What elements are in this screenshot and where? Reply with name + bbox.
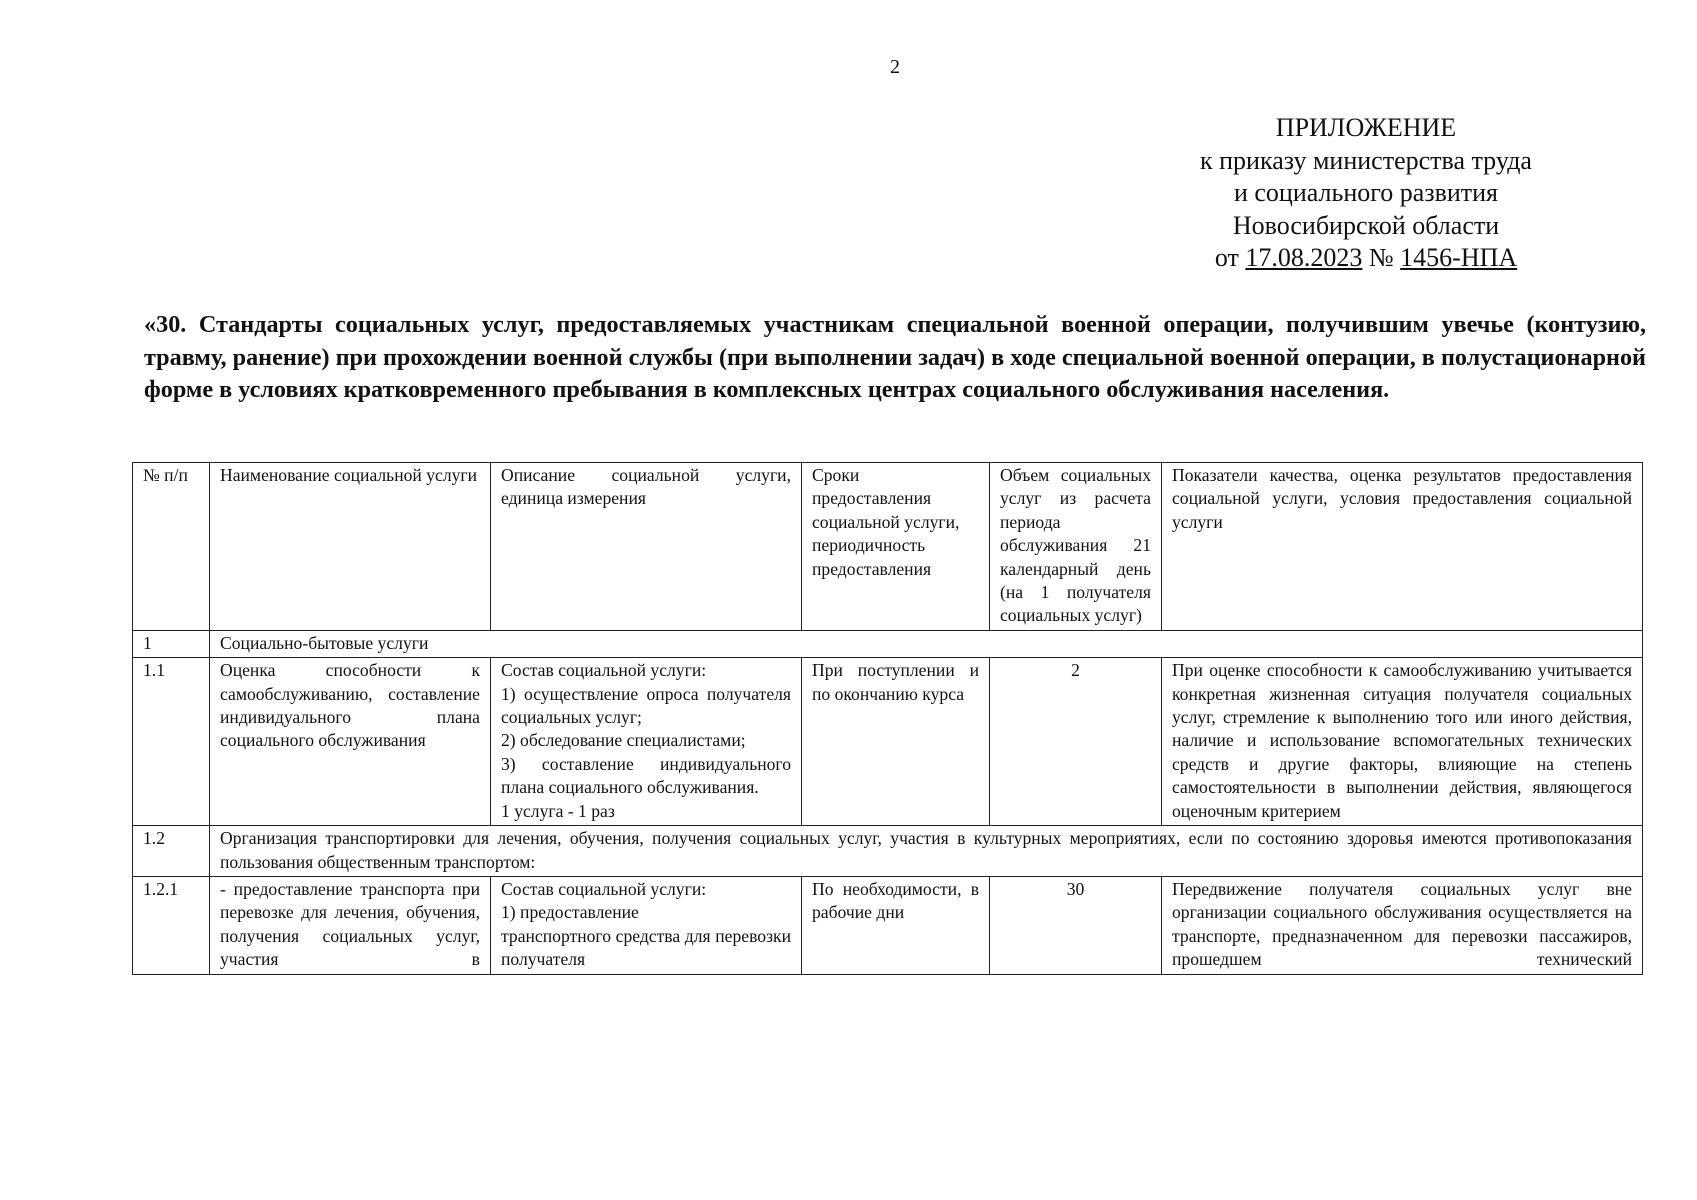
number-sign: № [1368, 243, 1394, 272]
description-line: 2) обследование специалистами; [501, 730, 746, 751]
standards-table [132, 462, 1643, 975]
section-num: 1 [133, 630, 210, 657]
row-num: 1.2 [133, 826, 210, 877]
page-number: 2 [890, 56, 900, 78]
order-date: 17.08.2023 [1245, 243, 1363, 272]
header-name: Наименование социальной услуги [210, 463, 491, 631]
description-line: Состав социальной услуги: [501, 660, 707, 681]
table-row [133, 658, 1643, 826]
service-name: Оценка способности к самообслуживанию, составление индивидуального плана социального обслуживания [210, 658, 491, 826]
service-quality: Передвижение получателя социальных услуг вне организации социального обслуживания осуществляется на транспорте, предназначенном для перевозки пассажиров, прошедшем технический [1162, 876, 1643, 974]
table-header-row [133, 463, 1643, 631]
header-description: Описание социальной услуги, единица измерения [491, 463, 802, 631]
service-terms: По необходимости, в рабочие дни [802, 876, 990, 974]
appendix-line: Новосибирской области [1232, 210, 1500, 240]
service-terms: При поступлении и по окончанию курса [802, 658, 990, 826]
appendix-block [1130, 112, 1602, 275]
description-line: Состав социальной услуги: [501, 878, 707, 899]
description-line: 1) осуществление опроса получателя социальных услуг; [501, 683, 791, 728]
table-row [133, 826, 1643, 877]
subsection-title: Организация транспортировки для лечения, обучения, получения социальных услуг, участия в культурных мероприятиях, если по состоянию здоровья имеются противопоказания пользования общественным транспортом: [210, 826, 1643, 877]
appendix-heading: ПРИЛОЖЕНИЕ [1275, 113, 1457, 142]
header-num: № п/п [133, 463, 210, 631]
table-row [133, 630, 1643, 657]
header-volume: Объем социальных услуг из расчета периода обслуживания 21 календарный день (на 1 получателя социальных услуг) [990, 463, 1162, 631]
date-prefix: от [1214, 243, 1239, 272]
service-description [491, 876, 802, 974]
service-volume: 30 [990, 876, 1162, 974]
description-line: 1) предоставление [501, 902, 639, 923]
service-description [491, 658, 802, 826]
description-line: транспортного средства для перевозки получателя [501, 925, 791, 970]
appendix-line: и социального развития [1233, 178, 1499, 207]
header-quality: Показатели качества, оценка результатов предоставления социальной услуги, условия предоставления социальной услуги [1162, 463, 1643, 631]
service-quality: При оценке способности к самообслуживанию учитывается конкретная жизненная ситуация получателя социальных услуг, стремление к выполнению того или иного действия, наличие и использование вспомогательных технических средств и другие факторы, влияющие на степень самостоятельности в выполнении действия, являющегося оценочным критерием [1162, 658, 1643, 826]
appendix-order-line [1130, 242, 1602, 275]
document-title: «30. Стандарты социальных услуг, предоставляемых участникам специальной военной операции, получившим увечье (контузию, травму, ранение) при прохождении военной службы (при выполнении задач) в ходе специальной военной операции, в полустационарной форме в условиях кратковременного пребывания в комплексных центрах социального обслуживания населения. [144, 311, 1646, 403]
header-terms: Сроки предоставления социальной услуги, периодичность предоставления [802, 463, 990, 631]
row-num: 1.2.1 [133, 876, 210, 974]
service-volume: 2 [990, 658, 1162, 826]
order-number: 1456-НПА [1400, 243, 1518, 272]
row-num: 1.1 [133, 658, 210, 826]
table-row [133, 876, 1643, 974]
service-name: - предоставление транспорта при перевозке для лечения, обучения, получения социальных услуг, участия в [210, 876, 491, 974]
description-line: 3) составление индивидуального плана социального обслуживания. [501, 753, 791, 798]
appendix-line: к приказу министерства труда [1200, 145, 1532, 175]
section-title: Социально-бытовые услуги [210, 630, 1643, 657]
description-line: 1 услуга - 1 раз [501, 800, 615, 821]
